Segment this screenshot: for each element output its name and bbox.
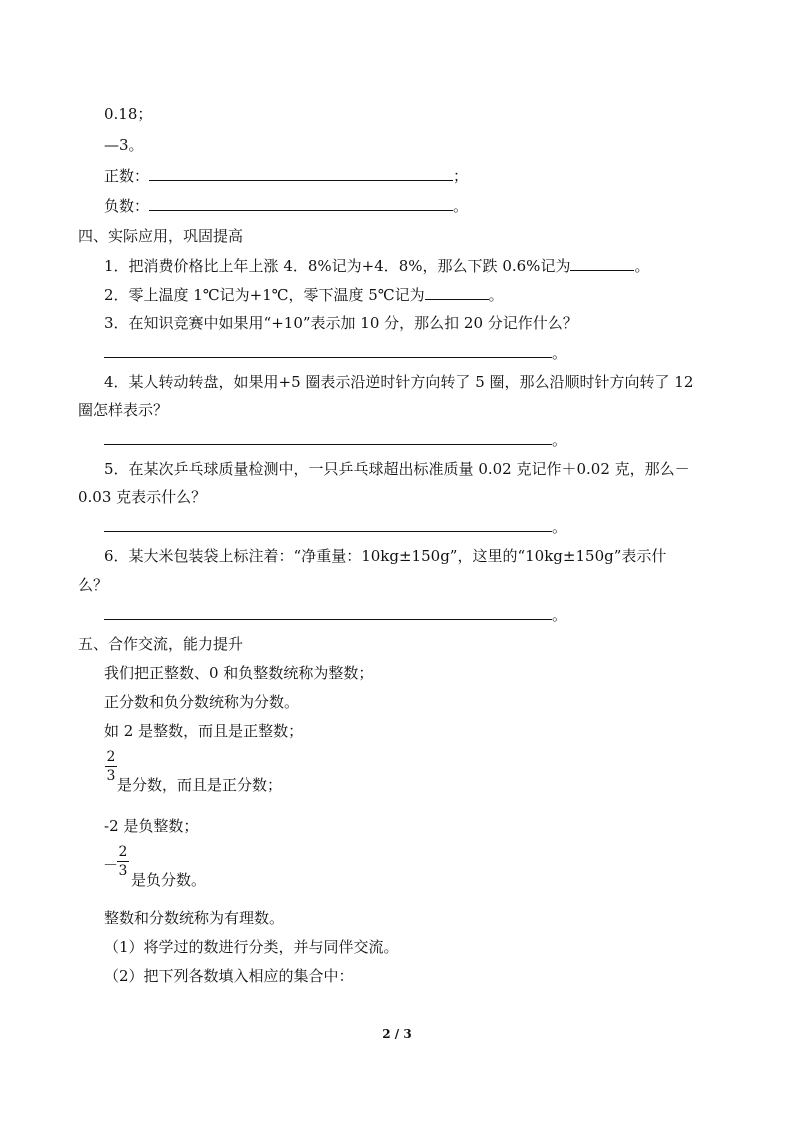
section-4-title: 四、实际应用，巩固提高 <box>78 227 244 245</box>
paragraph-negative-integer: -2 是负整数； <box>104 817 199 835</box>
question-6-end: 。 <box>552 606 568 624</box>
text-minus-3: —3。 <box>104 136 144 154</box>
negative-label: 负数： <box>104 197 150 215</box>
paragraph-negative-fraction: 是负分数。 <box>131 871 207 889</box>
paragraph-positive-fraction: 是分数，而且是正分数； <box>117 776 283 794</box>
question-2-text: 2．零上温度 1℃记为+1℃，零下温度 5℃记为 <box>104 286 425 304</box>
question-1-text: 1．把消费价格比上年上涨 4．8%记为+4．8%，那么下跌 0.6%记为 <box>104 257 571 275</box>
question-1 <box>104 256 649 276</box>
question-6-answer-blank[interactable] <box>104 605 552 620</box>
question-6-line-2: 么？ <box>78 576 109 594</box>
fraction-numerator: 2 <box>106 749 116 765</box>
question-5-answer-blank[interactable] <box>104 517 552 532</box>
question-2 <box>104 285 504 305</box>
question-3-answer-row <box>104 343 567 363</box>
task-2: （2）把下列各数填入相应的集合中： <box>104 967 354 985</box>
question-3-answer-blank[interactable] <box>104 343 552 358</box>
question-2-blank[interactable] <box>425 285 489 300</box>
fraction-neg-two-thirds <box>117 844 129 879</box>
question-4-line-1: 4．某人转动转盘，如果用+5 圈表示沿逆时针方向转了 5 圈，那么沿顺时针方向转了 12 <box>104 373 694 391</box>
question-2-end: 。 <box>488 286 504 304</box>
fraction-two-thirds <box>105 749 117 784</box>
negative-sign: － <box>103 856 119 874</box>
question-1-blank[interactable] <box>570 256 634 271</box>
question-5-line-1: 5．在某次乒乓球质量检测中，一只乒乓球超出标准质量 0.02 克记作＋0.02 克，那么－ <box>104 460 690 478</box>
page-number: 2 / 3 <box>382 1027 412 1041</box>
section-5-title: 五、合作交流，能力提升 <box>78 635 244 653</box>
fraction-bar <box>105 766 117 767</box>
fraction-bar <box>117 861 129 862</box>
question-3-end: 。 <box>552 344 568 362</box>
question-4-end: 。 <box>552 431 568 449</box>
paragraph-example-2: 如 2 是整数，而且是正整数； <box>104 722 304 740</box>
question-3: 3．在知识竞赛中如果用“+10”表示加 10 分，那么扣 20 分记作什么？ <box>104 314 578 332</box>
question-1-end: 。 <box>634 257 650 275</box>
question-5-answer-row <box>104 517 567 537</box>
positive-numbers-row <box>104 166 468 186</box>
positive-end: ； <box>453 167 469 185</box>
negative-numbers-row <box>104 196 468 216</box>
paragraph-rational-numbers: 整数和分数统称为有理数。 <box>104 909 285 927</box>
fraction-denominator: 3 <box>106 768 116 784</box>
question-6-line-1: 6．某大米包装袋上标注着：“净重量：10kg±150g”，这里的“10kg±150g”表示什 <box>104 547 667 565</box>
question-4-line-2: 圈怎样表示？ <box>78 401 169 419</box>
fraction-numerator: 2 <box>118 844 128 860</box>
question-4-answer-row <box>104 430 567 450</box>
question-5-line-2: 0.03 克表示什么？ <box>78 488 207 506</box>
negative-end: 。 <box>453 197 469 215</box>
positive-label: 正数： <box>104 167 150 185</box>
question-6-answer-row <box>104 605 567 625</box>
question-4-answer-blank[interactable] <box>104 430 552 445</box>
paragraph-integers: 我们把正整数、0 和负整数统称为整数； <box>104 664 374 682</box>
text-0-18: 0.18； <box>104 105 153 123</box>
question-5-end: 。 <box>552 518 568 536</box>
paragraph-fractions: 正分数和负分数统称为分数。 <box>104 693 300 711</box>
fraction-denominator: 3 <box>118 863 128 879</box>
task-1: （1）将学过的数进行分类，并与同伴交流。 <box>104 938 399 956</box>
negative-answer-blank[interactable] <box>149 196 453 211</box>
positive-answer-blank[interactable] <box>149 166 453 181</box>
